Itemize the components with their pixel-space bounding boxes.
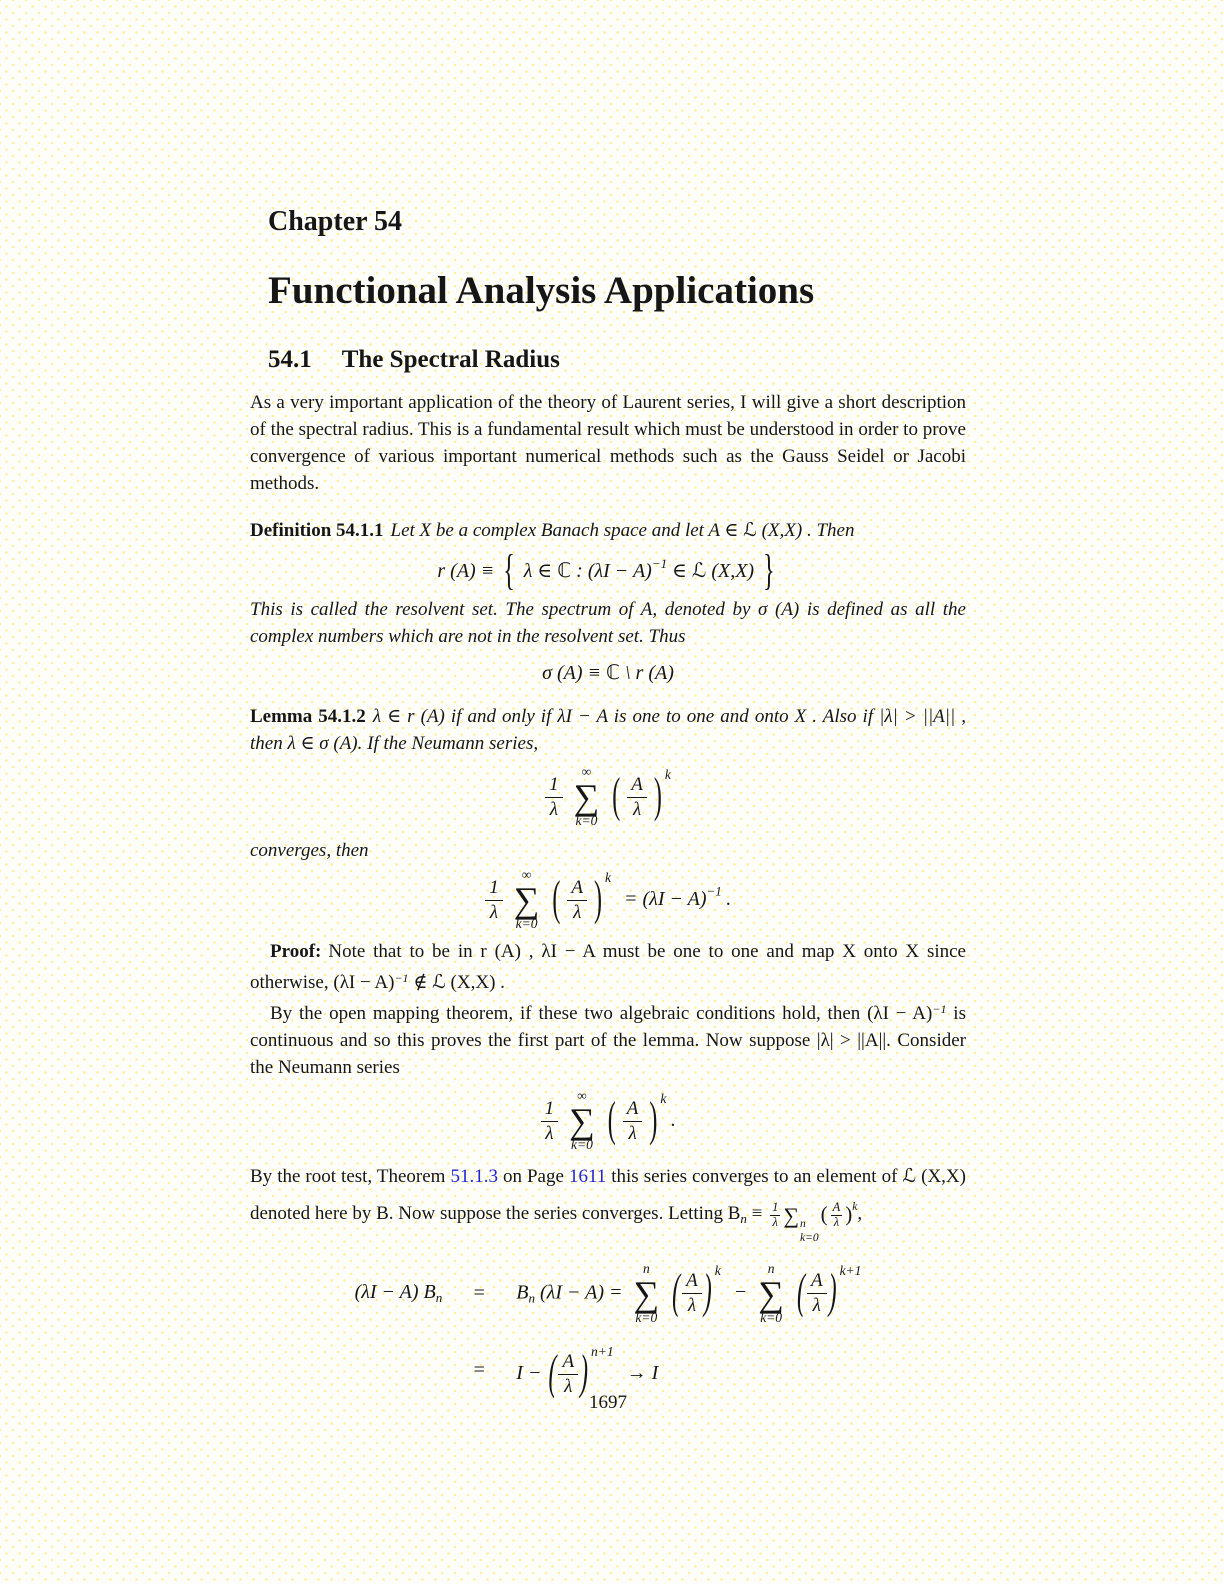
big-right-paren: ) <box>594 872 602 926</box>
fraction-numerator: A <box>567 877 587 901</box>
inline-fraction <box>831 1201 843 1230</box>
fraction-numerator: A <box>627 774 647 798</box>
sum-upper-limit: n <box>767 1260 775 1276</box>
inner-fraction <box>623 1098 643 1145</box>
equation-final-aligned <box>355 1262 862 1398</box>
final-eq-lhs <box>355 1281 443 1306</box>
eq-resolvent-lhs: r (A) ≡ <box>437 560 495 583</box>
root-test-text-4: ≡ <box>746 1202 768 1224</box>
lemma-label: Lemma 54.1.2 <box>250 706 366 728</box>
text-column <box>250 0 967 1400</box>
inner-fraction <box>558 1351 578 1398</box>
exponent-k: k <box>664 766 671 782</box>
definition-body: Let X be a complex Banach space and let A ∈ ℒ (X,X) . Then <box>390 520 855 542</box>
final-eq-rhs-line1 <box>516 1262 861 1326</box>
big-right-paren: ) <box>703 1265 712 1320</box>
big-left-paren: ( <box>548 1346 557 1400</box>
right-brace: } <box>763 548 775 596</box>
big-right-paren: ) <box>580 1346 589 1400</box>
equation-neumann-repeat <box>250 1089 966 1153</box>
proof-paragraph-1 <box>250 938 966 996</box>
inline-sum-operator: ∑ <box>783 1202 800 1228</box>
sum-upper-limit: ∞ <box>577 1088 587 1104</box>
root-test-text-3: this series converges to an element of ℒ (X,X) denoted here by B. Now suppose the series converges. Letting B <box>250 1165 966 1224</box>
coefficient-fraction <box>541 1098 559 1145</box>
equals-sign: = <box>473 1358 485 1381</box>
proof-text-2b: is continuous and so this proves the first part of the lemma. Now suppose |λ| > ||A||. Consider the Neumann series <box>250 1003 966 1079</box>
big-left-paren: ( <box>607 1093 616 1147</box>
fraction-denominator: λ <box>833 1214 840 1229</box>
root-test-text-5: , <box>857 1202 863 1224</box>
sigma-operator: ∑ <box>569 1100 595 1141</box>
page-number: 1697 <box>589 1392 627 1413</box>
fraction-numerator: A <box>682 1270 702 1294</box>
eq-rhs: = (λI − A) <box>624 887 707 910</box>
eq-resolvent-tail: ∈ ℒ (X,X) <box>672 560 755 583</box>
chapter-title: Functional Analysis Applications <box>268 268 815 312</box>
fraction-denominator: λ <box>489 901 499 923</box>
equation-spectrum <box>250 660 966 685</box>
subscript-n: n <box>740 1210 747 1226</box>
exponent-neg-one: −1 <box>932 1002 947 1017</box>
exponent-k: k <box>660 1090 667 1106</box>
intro-paragraph: As a very important application of the theory of Laurent series, I will give a short description of the spectral radius. This is a fundamental result which must be understood in order to prove convergence of various important numerical methods such as the Gauss Seidel or Jacobi methods. <box>250 392 966 495</box>
eq-spectrum-body: σ (A) ≡ ℂ \ r (A) <box>542 662 674 685</box>
section-title: The Spectral Radius <box>341 346 560 374</box>
minus-sign: − <box>733 1281 748 1304</box>
big-left-paren: ( <box>552 872 561 926</box>
period: . <box>670 1108 676 1131</box>
root-test-text-2: on Page <box>497 1165 569 1187</box>
inner-fraction <box>567 877 587 924</box>
big-right-paren: ) <box>828 1265 837 1320</box>
exponent-neg-one: −1 <box>706 883 722 899</box>
proof-text-1a: Note that to be in r (A) , λI − A must be one to one and map X onto X since otherwise, (λI − A) <box>250 941 966 994</box>
definition-paragraph <box>250 517 966 544</box>
resolvent-set-paragraph: This is called the resolvent set. The spectrum of A, denoted by σ (A) is defined as all the complex numbers which are not in the resolvent set. Thus <box>250 599 966 648</box>
inline-left-paren: ( <box>820 1201 828 1226</box>
inner-fraction <box>807 1270 827 1317</box>
proof-text-2a: By the open mapping theorem, if these two algebraic conditions hold, then (λI − A) <box>270 1003 933 1025</box>
left-brace: { <box>503 548 515 596</box>
fraction-denominator: λ <box>628 1122 637 1144</box>
sum-lower-limit: k=0 <box>800 1232 819 1245</box>
fraction-denominator: λ <box>545 1122 554 1144</box>
inline-sum-limits <box>800 1217 819 1246</box>
sum-upper-limit: n <box>642 1260 650 1276</box>
subscript-n: n <box>528 1290 535 1306</box>
inline-right-paren: ) <box>845 1201 853 1226</box>
fraction-denominator: λ <box>687 1295 697 1317</box>
equation-neumann-series <box>250 765 966 829</box>
sum-upper-limit: n <box>800 1217 806 1230</box>
theorem-reference-link[interactable]: 51.1.3 <box>450 1165 498 1187</box>
equation-neumann-inverse <box>250 868 966 932</box>
fraction-numerator: 1 <box>485 877 503 901</box>
section-heading <box>268 345 966 375</box>
big-left-paren: ( <box>796 1265 805 1320</box>
sum-upper-limit: ∞ <box>581 764 592 780</box>
big-right-paren: ) <box>649 1093 658 1147</box>
fraction-denominator: λ <box>772 1214 778 1229</box>
fraction-denominator: λ <box>632 798 642 820</box>
exponent-neg-one: −1 <box>394 971 409 986</box>
fraction-numerator: 1 <box>772 1200 779 1215</box>
rhs-identity: I − <box>516 1361 542 1384</box>
root-test-paragraph <box>250 1161 966 1246</box>
equals-sign: = <box>473 1282 485 1305</box>
rhs-b: B <box>516 1281 529 1304</box>
lemma-paragraph <box>250 703 966 757</box>
sum-lower-limit: k=0 <box>575 813 598 829</box>
proof-label: Proof: <box>270 941 322 963</box>
summation-symbol <box>569 1089 595 1153</box>
definition-label: Definition 54.1.1 <box>250 520 384 542</box>
fraction-numerator: A <box>558 1351 578 1375</box>
fraction-denominator: λ <box>549 798 558 820</box>
fraction-denominator: λ <box>573 901 582 923</box>
proof-paragraph-2 <box>250 996 966 1081</box>
sigma-operator: ∑ <box>633 1273 660 1314</box>
summation-symbol <box>574 765 600 829</box>
proof-text-1b: ∉ ℒ (X,X) . <box>408 972 505 994</box>
summation-symbol <box>758 1262 784 1326</box>
rhs-expression: (λI − A) = <box>540 1281 623 1304</box>
final-eq-rhs-line2 <box>516 1344 658 1398</box>
coefficient-fraction <box>545 774 563 821</box>
big-right-paren: ) <box>653 769 662 823</box>
exponent-k: k <box>714 1263 721 1279</box>
big-left-paren: ( <box>612 769 621 823</box>
page-reference-link[interactable]: 1611 <box>568 1165 607 1187</box>
inner-fraction <box>682 1270 702 1317</box>
sum-lower-limit: k=0 <box>571 1137 593 1153</box>
subscript-n: n <box>435 1290 443 1306</box>
sum-upper-limit: ∞ <box>521 867 532 883</box>
exponent-k: k <box>852 1200 858 1213</box>
inner-fraction <box>627 774 647 821</box>
fraction-numerator: 1 <box>541 1098 559 1122</box>
sum-lower-limit: k=0 <box>515 916 538 932</box>
section-number: 54.1 <box>268 346 312 374</box>
fraction-denominator: λ <box>564 1375 573 1397</box>
exponent-n-plus-1: n+1 <box>591 1343 614 1359</box>
converges-text: converges, then <box>250 840 369 862</box>
summation-symbol <box>514 868 540 932</box>
sigma-operator: ∑ <box>758 1273 784 1314</box>
exponent-k: k <box>605 869 611 885</box>
chapter-label: Chapter 54 <box>268 206 403 237</box>
coefficient-fraction <box>485 877 503 924</box>
lhs-expression: (λI − A) B <box>354 1281 436 1304</box>
fraction-numerator: 1 <box>545 774 563 798</box>
period: . <box>725 887 731 910</box>
sigma-operator: ∑ <box>573 777 600 818</box>
equation-resolvent-set <box>250 548 966 596</box>
big-left-paren: ( <box>672 1265 681 1320</box>
root-test-text-1: By the root test, Theorem <box>250 1165 451 1187</box>
fraction-numerator: A <box>832 1200 841 1215</box>
sigma-operator: ∑ <box>513 880 540 921</box>
inline-fraction <box>770 1201 780 1230</box>
sum-lower-limit: k=0 <box>760 1309 783 1325</box>
exponent-k-plus-1: k+1 <box>839 1263 862 1279</box>
lemma-body: λ ∈ r (A) if and only if λI − A is one to one and onto X . Also if |λ| > ||A|| , then λ ∈ σ (A). If the Neumann series, <box>250 706 967 755</box>
eq-resolvent-body: λ ∈ ℂ : (λI − A) <box>523 560 652 583</box>
limit-arrow: → I <box>626 1361 659 1384</box>
sum-lower-limit: k=0 <box>635 1309 658 1325</box>
fraction-numerator: A <box>623 1098 643 1122</box>
fraction-denominator: λ <box>812 1295 821 1317</box>
exponent-neg-one: −1 <box>651 556 668 572</box>
summation-symbol <box>634 1262 660 1326</box>
fraction-numerator: A <box>807 1270 827 1294</box>
